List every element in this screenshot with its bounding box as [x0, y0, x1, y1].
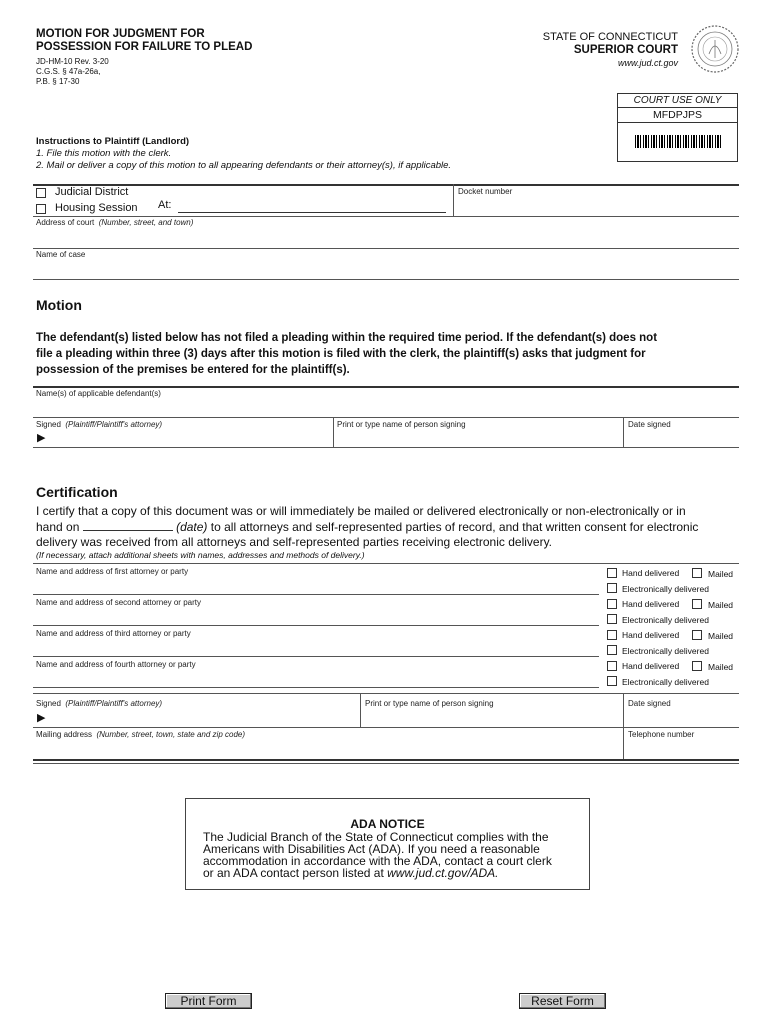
sign-here-arrow-icon: ▶ [37, 432, 46, 444]
court-location-field[interactable] [178, 200, 446, 213]
electronically-delivered-checkbox[interactable] [607, 583, 617, 593]
housing-session-label: Housing Session [55, 202, 138, 214]
name-of-case-label: Name of case [36, 250, 86, 259]
address-of-court-field[interactable] [36, 228, 736, 246]
hand-delivered-checkbox[interactable] [607, 568, 617, 578]
signed-hint: (Plaintiff/Plaintiff's attorney) [65, 420, 163, 429]
barcode [635, 135, 721, 148]
cert-sign-here-arrow-icon: ▶ [37, 712, 46, 724]
name-of-case-field[interactable] [36, 260, 736, 277]
electronically-delivered-checkbox[interactable] [607, 645, 617, 655]
hand-delivered-label: Hand delivered [622, 630, 680, 640]
party-address-field[interactable] [36, 608, 596, 623]
party-address-field[interactable] [36, 670, 596, 685]
motion-text-1: The defendant(s) listed below has not filed a pleading within the required time period. If the defendant(s) does not [36, 332, 658, 344]
motion-text-3: possession of the premises be entered for the plaintiff(s). [36, 364, 350, 376]
print-name-field[interactable] [337, 430, 620, 445]
party-address-field[interactable] [36, 639, 596, 654]
party-address-field[interactable] [36, 577, 596, 592]
certification-heading: Certification [36, 484, 118, 500]
docket-number-field[interactable] [455, 196, 737, 214]
party-label: Name and address of first attorney or party [36, 567, 189, 576]
date-signed-field[interactable] [628, 430, 736, 445]
cert-print-name-label: Print or type name of person signing [365, 699, 494, 708]
at-label: At: [158, 199, 172, 211]
ada-line-2: Americans with Disabilities Act (ADA). If you need a reasonable [203, 842, 540, 856]
cert-signed-label: Signed [36, 699, 61, 708]
statute-ref-2: P.B. § 17-30 [36, 77, 80, 86]
state-name: STATE OF CONNECTICUT [542, 31, 678, 43]
court-use-label: COURT USE ONLY [618, 94, 737, 108]
hand-delivered-label: Hand delivered [622, 599, 680, 609]
cert-signed-hint: (Plaintiff/Plaintiff's attorney) [65, 699, 163, 708]
motion-text-2: file a pleading within three (3) days after this motion is filed with the clerk, the plaintiff(s) asks that judgment for [36, 348, 646, 360]
party-label: Name and address of fourth attorney or party [36, 660, 196, 669]
certification-text-2c: to all attorneys and self-represented parties of record, and that written consent for electronic [210, 520, 699, 534]
electronically-delivered-label: Electronically delivered [622, 584, 709, 594]
form-id: JD-HM-10 Rev. 3-20 [36, 57, 109, 66]
cert-date-signed-label: Date signed [628, 699, 671, 708]
ada-line-4: or an ADA contact person listed at [203, 866, 384, 880]
mailed-label: Mailed [708, 662, 734, 672]
certification-date-hint: (date) [176, 520, 208, 534]
docket-number-label: Docket number [458, 187, 513, 196]
mailed-label: Mailed [708, 631, 734, 641]
mailing-address-label: Mailing address [36, 730, 93, 739]
ada-link[interactable]: www.jud.ct.gov/ADA. [387, 866, 499, 880]
cert-print-name-field[interactable] [365, 709, 623, 725]
mailed-label: Mailed [708, 600, 734, 610]
signed-label: Signed [36, 420, 61, 429]
electronically-delivered-label: Electronically delivered [622, 677, 709, 687]
mailed-label: Mailed [708, 569, 734, 579]
electronically-delivered-label: Electronically delivered [622, 615, 709, 625]
instructions-heading: Instructions to Plaintiff (Landlord) [36, 136, 190, 147]
delivery-date-field[interactable] [83, 519, 173, 531]
print-name-label: Print or type name of person signing [337, 420, 466, 429]
hand-delivered-checkbox[interactable] [607, 630, 617, 640]
form-title-line1: MOTION FOR JUDGMENT FOR [36, 28, 205, 40]
mailed-checkbox[interactable] [692, 661, 702, 671]
hand-delivered-label: Hand delivered [622, 661, 680, 671]
judicial-district-label: Judicial District [55, 186, 129, 198]
reset-form-button[interactable]: Reset Form [519, 993, 606, 1009]
mailed-checkbox[interactable] [692, 568, 702, 578]
certification-text-1: I certify that a copy of this document was or will immediately be mailed or delivered electronically or non-electronically or in [36, 504, 686, 518]
mailed-checkbox[interactable] [692, 599, 702, 609]
electronically-delivered-label: Electronically delivered [622, 646, 709, 656]
party-label: Name and address of third attorney or party [36, 629, 191, 638]
housing-session-checkbox[interactable] [36, 204, 46, 214]
motion-heading: Motion [36, 297, 82, 313]
telephone-field[interactable] [628, 740, 736, 757]
court-website: www.jud.ct.gov [617, 58, 678, 68]
mailing-address-field[interactable] [36, 740, 620, 757]
ada-line-3: accommodation in accordance with the ADA, contact a court clerk [203, 854, 552, 868]
instruction-2: 2. Mail or deliver a copy of this motion to all appearing defendants or their attorney(s), if applicable. [36, 160, 452, 171]
judicial-district-checkbox[interactable] [36, 188, 46, 198]
instruction-1: 1. File this motion with the clerk. [36, 148, 172, 159]
defendants-label: Name(s) of applicable defendant(s) [36, 389, 161, 398]
hand-delivered-checkbox[interactable] [607, 661, 617, 671]
cert-date-signed-field[interactable] [628, 709, 736, 725]
statute-ref-1: C.G.S. § 47a-26a, [36, 67, 101, 76]
hand-delivered-checkbox[interactable] [607, 599, 617, 609]
telephone-label: Telephone number [628, 730, 695, 739]
address-of-court-hint: (Number, street, and town) [98, 218, 194, 227]
court-code: MFDPJPS [618, 108, 737, 123]
date-signed-label: Date signed [628, 420, 671, 429]
certification-note: (If necessary, attach additional sheets with names, addresses and methods of delivery.) [36, 550, 365, 560]
mailed-checkbox[interactable] [692, 630, 702, 640]
state-seal-icon [690, 24, 740, 74]
party-label: Name and address of second attorney or party [36, 598, 201, 607]
defendants-field[interactable] [36, 399, 736, 415]
certification-text-3: delivery was received from all attorneys and self-represented parties receiving electronic delivery. [36, 535, 553, 549]
electronically-delivered-checkbox[interactable] [607, 676, 617, 686]
ada-line-1: The Judicial Branch of the State of Connecticut complies with the [203, 830, 549, 844]
ada-notice-heading: ADA NOTICE [350, 817, 425, 831]
print-form-button[interactable]: Print Form [165, 993, 252, 1009]
certification-text-2a: hand on [36, 520, 80, 534]
court-name: SUPERIOR COURT [573, 44, 678, 56]
address-of-court-label: Address of court [36, 218, 95, 227]
mailing-address-hint: (Number, street, town, state and zip code) [96, 730, 245, 739]
hand-delivered-label: Hand delivered [622, 568, 680, 578]
electronically-delivered-checkbox[interactable] [607, 614, 617, 624]
form-title-line2: POSSESSION FOR FAILURE TO PLEAD [36, 41, 253, 53]
ada-notice-box [185, 798, 590, 890]
